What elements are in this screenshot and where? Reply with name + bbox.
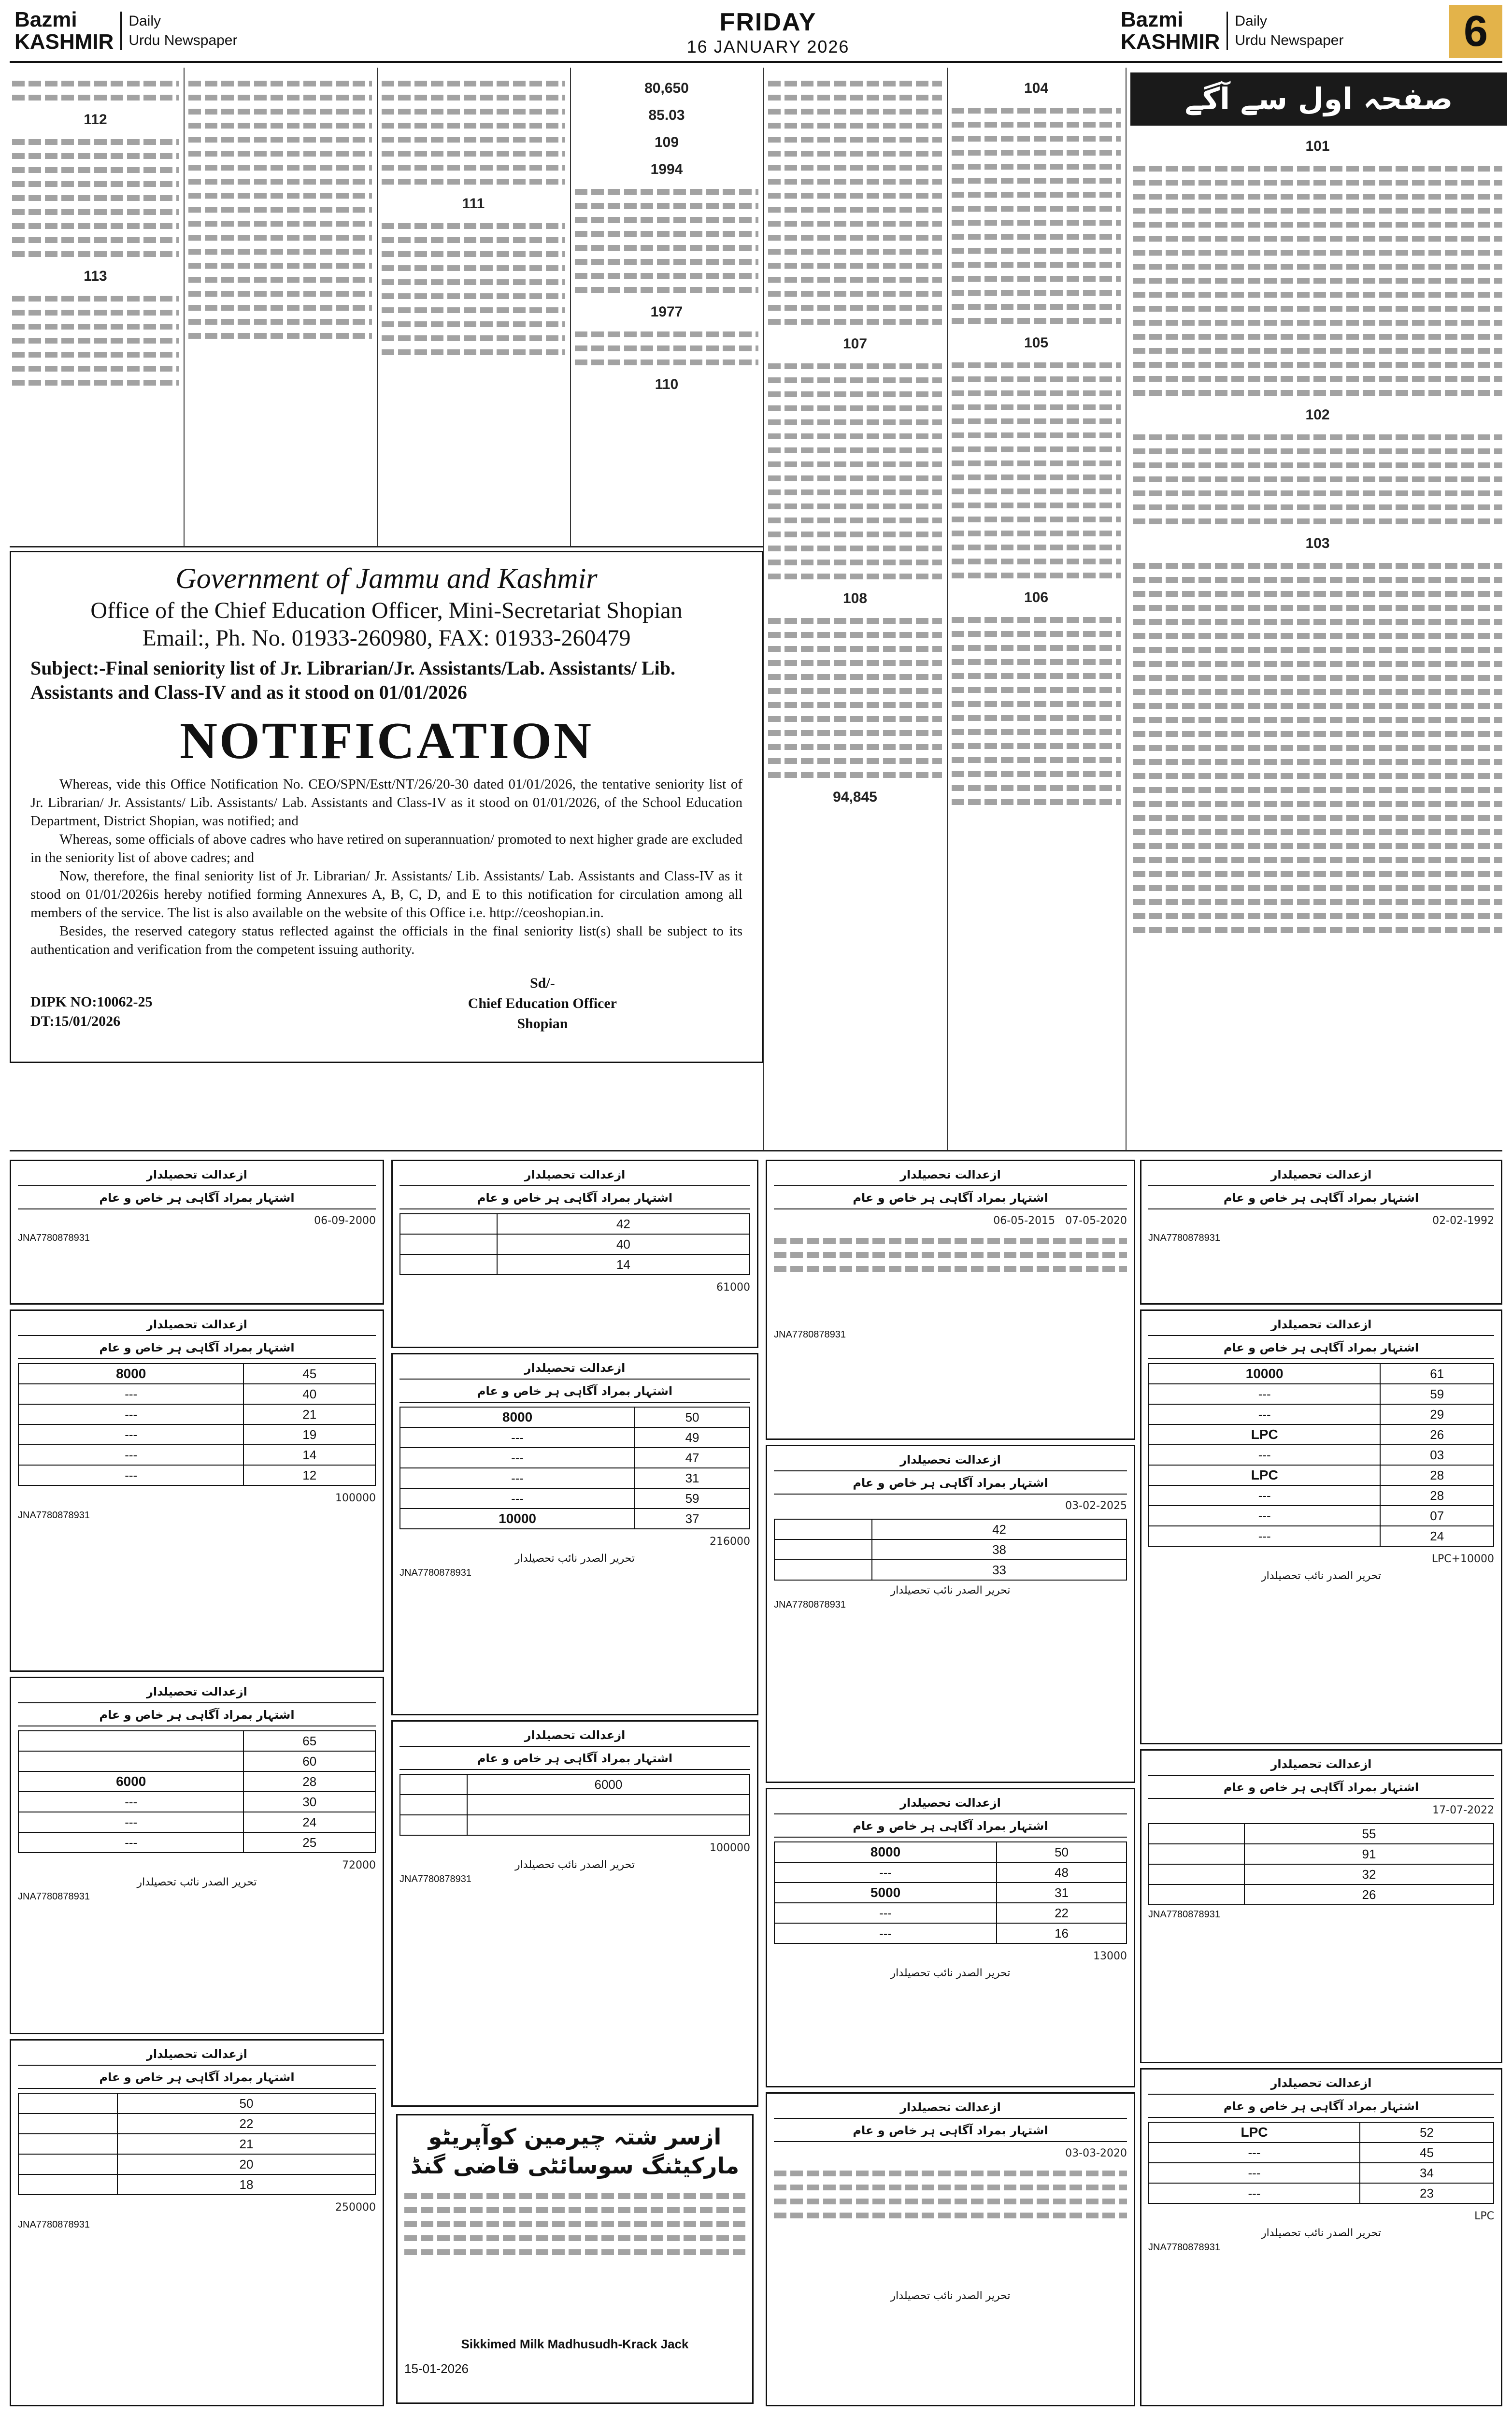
ad-proclamation: اشتہار بمراد آگاہی ہر خاص و عام bbox=[18, 2069, 376, 2089]
ad-ref: JNA7780878931 bbox=[18, 1510, 90, 1521]
age-cell: 38 bbox=[872, 1539, 1127, 1560]
income-cell: --- bbox=[18, 1384, 243, 1404]
ad-signature: تحریر الصدر نائب تحصیلدار bbox=[890, 1967, 1011, 1979]
age-cell: 59 bbox=[635, 1488, 750, 1509]
age-cell: 23 bbox=[1360, 2183, 1494, 2203]
classified-ad bbox=[766, 1445, 1135, 1783]
age-cell: 26 bbox=[1380, 1424, 1494, 1445]
heirs-table bbox=[1148, 1823, 1494, 1905]
ad-amount: LPC bbox=[1474, 2210, 1494, 2222]
age-cell bbox=[400, 1815, 467, 1835]
income-cell bbox=[467, 1795, 750, 1815]
story-number: 109 bbox=[654, 134, 679, 150]
age-cell: 50 bbox=[635, 1407, 750, 1427]
income-cell: --- bbox=[18, 1832, 243, 1853]
ad-proclamation: اشتہار بمراد آگاہی ہر خاص و عام bbox=[1148, 1189, 1494, 1209]
column-rule bbox=[184, 68, 185, 546]
age-cell bbox=[400, 1774, 467, 1795]
ad-header: ازعدالت تحصیلدار bbox=[774, 2099, 1127, 2119]
ad-header: ازعدالت تحصیلدار bbox=[18, 1683, 376, 1703]
story-column-right bbox=[1133, 130, 1502, 1145]
story-figure: 1994 bbox=[650, 161, 683, 177]
age-cell: 21 bbox=[117, 2134, 375, 2154]
notice-place: Shopian bbox=[517, 1016, 568, 1032]
ad-header: ازعدالت تحصیلدار bbox=[774, 1794, 1127, 1814]
section-banner: صفحہ اول سے آگے bbox=[1130, 72, 1507, 126]
heirs-table bbox=[774, 1841, 1127, 1944]
income-cell: 6000 bbox=[467, 1774, 750, 1795]
income-cell: --- bbox=[774, 1923, 997, 1943]
ad-ref: JNA7780878931 bbox=[18, 2219, 90, 2230]
brand-name-1: Bazmi bbox=[1121, 8, 1184, 31]
income-cell bbox=[1149, 1844, 1244, 1864]
income-cell: --- bbox=[18, 1465, 243, 1485]
ad-signature: تحریر الصدر نائب تحصیلدار bbox=[137, 1876, 257, 1888]
notice-office: Office of the Chief Education Officer, Mini-Secretariat Shopian bbox=[90, 598, 683, 623]
age-cell: 22 bbox=[117, 2114, 375, 2134]
age-cell: 24 bbox=[243, 1812, 375, 1832]
classified-ad bbox=[10, 1160, 384, 1305]
age-cell: 45 bbox=[1360, 2143, 1494, 2163]
notice-para: Whereas, vide this Office Notification No. CEO/SPN/Estt/NT/26/20-30 dated 01/01/2026, the tentative seniority list of Jr. Librarian/ Jr. Assistants/ Lib. Assistants/ Lab. Assistants and Class-IV as it stood on 01/01/2026, of the School Education Department, District Shopian, was notified; and bbox=[30, 777, 742, 829]
story-number: 105 bbox=[1024, 335, 1049, 351]
story-column bbox=[188, 72, 372, 541]
age-cell: 19 bbox=[243, 1424, 375, 1445]
heirs-table bbox=[399, 1774, 750, 1836]
age-cell: 30 bbox=[243, 1792, 375, 1812]
notice-signatory: Chief Education Officer bbox=[468, 995, 617, 1011]
ad-signature: تحریر الصدر نائب تحصیلدار bbox=[1261, 1570, 1381, 1582]
income-cell bbox=[1149, 1884, 1244, 1905]
income-cell: --- bbox=[1149, 1445, 1380, 1465]
age-cell: 40 bbox=[497, 1234, 750, 1254]
classified-ad bbox=[766, 1788, 1135, 2087]
income-cell bbox=[400, 1234, 497, 1254]
age-cell: 28 bbox=[1380, 1485, 1494, 1506]
heirs-table bbox=[1148, 2122, 1494, 2204]
section-rule bbox=[10, 546, 763, 547]
story-number: 101 bbox=[1305, 138, 1330, 154]
ad-amount: 100000 bbox=[710, 1842, 750, 1854]
ad-proclamation: اشتہار بمراد آگاہی ہر خاص و عام bbox=[774, 1817, 1127, 1838]
coop-date: 15-01-2026 bbox=[404, 2361, 469, 2376]
ad-ref: JNA7780878931 bbox=[399, 1874, 472, 1884]
classified-ad bbox=[10, 1677, 384, 2034]
ad-header: ازعدالت تحصیلدار bbox=[18, 2045, 376, 2066]
income-cell bbox=[774, 1539, 872, 1560]
ad-ref: JNA7780878931 bbox=[1148, 2242, 1221, 2253]
classified-ad bbox=[10, 2039, 384, 2406]
ad-proclamation: اشتہار بمراد آگاہی ہر خاص و عام bbox=[1148, 1779, 1494, 1799]
ad-header: ازعدالت تحصیلدار bbox=[399, 1166, 750, 1186]
income-cell: 8000 bbox=[774, 1842, 997, 1862]
ad-header: ازعدالت تحصیلدار bbox=[1148, 2074, 1494, 2095]
age-cell: 12 bbox=[243, 1465, 375, 1485]
ad-date: 06-05-2015 bbox=[993, 1215, 1056, 1227]
ad-amount: 100000 bbox=[335, 1492, 376, 1504]
notice-dt: DT:15/01/2026 bbox=[30, 1013, 121, 1029]
ad-amount: 72000 bbox=[342, 1859, 376, 1871]
ad-ref: JNA7780878931 bbox=[18, 1233, 90, 1243]
classified-ad bbox=[1140, 1749, 1502, 2063]
income-cell: --- bbox=[1149, 2143, 1360, 2163]
notice-dipk: DIPK NO:10062-25 bbox=[30, 994, 153, 1010]
income-cell: --- bbox=[1149, 2163, 1360, 2183]
classified-ad bbox=[10, 1309, 384, 1672]
age-cell: 91 bbox=[1244, 1844, 1494, 1864]
heirs-table bbox=[399, 1213, 750, 1275]
column-rule bbox=[947, 68, 948, 1150]
brand-name-1: Bazmi bbox=[14, 8, 77, 31]
income-cell: LPC bbox=[1149, 1465, 1380, 1485]
income-cell: 6000 bbox=[18, 1771, 243, 1792]
income-cell bbox=[18, 1731, 243, 1751]
ad-proclamation: اشتہار بمراد آگاہی ہر خاص و عام bbox=[774, 1189, 1127, 1209]
age-cell: 18 bbox=[117, 2174, 375, 2195]
age-cell: 50 bbox=[997, 1842, 1127, 1862]
income-cell bbox=[18, 2134, 117, 2154]
story-number: 103 bbox=[1305, 535, 1330, 551]
ad-signature: تحریر الصدر نائب تحصیلدار bbox=[515, 1553, 635, 1565]
ad-proclamation: اشتہار بمراد آگاہی ہر خاص و عام bbox=[399, 1189, 750, 1209]
income-cell bbox=[18, 2174, 117, 2195]
classified-ad bbox=[766, 1160, 1135, 1440]
ad-header: ازعدالت تحصیلدار bbox=[399, 1726, 750, 1747]
age-cell: 03 bbox=[1380, 1445, 1494, 1465]
ad-header: ازعدالت تحصیلدار bbox=[18, 1166, 376, 1186]
ad-signature: تحریر الصدر نائب تحصیلدار bbox=[1261, 2227, 1381, 2239]
masthead bbox=[10, 5, 1502, 63]
income-cell bbox=[18, 2154, 117, 2174]
heirs-table bbox=[18, 1730, 376, 1853]
age-cell: 16 bbox=[997, 1923, 1127, 1943]
brand-name-2: KASHMIR bbox=[14, 30, 114, 54]
income-cell bbox=[467, 1815, 750, 1835]
ad-date: 06-09-2000 bbox=[314, 1215, 376, 1227]
page-number: 6 bbox=[1449, 5, 1502, 58]
income-cell: --- bbox=[18, 1404, 243, 1424]
notice-sd: Sd/- bbox=[530, 975, 555, 991]
ad-amount: 216000 bbox=[710, 1536, 750, 1548]
ad-date: 07-05-2020 bbox=[1065, 1215, 1127, 1227]
ad-ref: JNA7780878931 bbox=[774, 1329, 846, 1340]
income-cell bbox=[18, 2093, 117, 2114]
cooperative-notice bbox=[396, 2114, 754, 2404]
ad-body bbox=[774, 1497, 1127, 1515]
story-number: 112 bbox=[84, 112, 107, 128]
heirs-table bbox=[774, 1519, 1127, 1581]
story-number: 113 bbox=[84, 268, 107, 284]
age-cell: 61 bbox=[1380, 1364, 1494, 1384]
income-cell bbox=[400, 1254, 497, 1275]
income-cell: LPC bbox=[1149, 2122, 1360, 2143]
income-cell: --- bbox=[774, 1903, 997, 1923]
income-cell: --- bbox=[400, 1427, 635, 1448]
coop-line: Sikkimed Milk Madhusudh-Krack Jack bbox=[461, 2337, 689, 2351]
ad-body bbox=[774, 1212, 1127, 1230]
coop-header: ازسر شتہ چیرمین کوآپریٹو مارکیٹنگ سوسائٹی قاضی گنڈ bbox=[410, 2124, 740, 2179]
ad-header: ازعدالت تحصیلدار bbox=[399, 1359, 750, 1380]
brand-right bbox=[1121, 9, 1343, 53]
ad-proclamation: اشتہار بمراد آگاہی ہر خاص و عام bbox=[1148, 2098, 1494, 2118]
income-cell: --- bbox=[1149, 1526, 1380, 1546]
ad-proclamation: اشتہار بمراد آگاہی ہر خاص و عام bbox=[18, 1706, 376, 1726]
age-cell: 45 bbox=[243, 1364, 375, 1384]
story-figure: 94,845 bbox=[833, 789, 877, 805]
age-cell: 34 bbox=[1360, 2163, 1494, 2183]
story-number: 107 bbox=[842, 336, 868, 352]
ad-proclamation: اشتہار بمراد آگاہی ہر خاص و عام bbox=[18, 1339, 376, 1359]
age-cell: 32 bbox=[1244, 1864, 1494, 1884]
ad-header: ازعدالت تحصیلدار bbox=[774, 1451, 1127, 1471]
issue-date: 16 JANUARY 2026 bbox=[686, 37, 850, 57]
income-cell bbox=[18, 1751, 243, 1771]
story-column bbox=[952, 72, 1121, 1145]
income-cell: --- bbox=[1149, 1384, 1380, 1404]
story-figure: 80,650 bbox=[644, 80, 689, 96]
section-rule bbox=[10, 1150, 1502, 1151]
age-cell: 26 bbox=[1244, 1884, 1494, 1905]
income-cell: --- bbox=[18, 1792, 243, 1812]
story-figure: 85.03 bbox=[648, 107, 685, 123]
ad-ref: JNA7780878931 bbox=[399, 1568, 472, 1578]
age-cell: 28 bbox=[1380, 1465, 1494, 1485]
income-cell bbox=[774, 1560, 872, 1580]
age-cell: 28 bbox=[243, 1771, 375, 1792]
ad-ref: JNA7780878931 bbox=[774, 1599, 846, 1610]
age-cell: 59 bbox=[1380, 1384, 1494, 1404]
heirs-table bbox=[18, 1363, 376, 1486]
income-cell: 5000 bbox=[774, 1883, 997, 1903]
ad-proclamation: اشتہار بمراد آگاہی ہر خاص و عام bbox=[1148, 1339, 1494, 1359]
story-number: 102 bbox=[1305, 407, 1330, 423]
age-cell: 07 bbox=[1380, 1506, 1494, 1526]
age-cell: 24 bbox=[1380, 1526, 1494, 1546]
ad-proclamation: اشتہار بمراد آگاہی ہر خاص و عام bbox=[18, 1189, 376, 1209]
column-rule bbox=[1126, 68, 1127, 1150]
age-cell: 52 bbox=[1360, 2122, 1494, 2143]
age-cell: 42 bbox=[497, 1214, 750, 1234]
income-cell bbox=[1149, 1824, 1244, 1844]
age-cell: 37 bbox=[635, 1509, 750, 1529]
story-number: 110 bbox=[655, 376, 679, 392]
classified-ad bbox=[391, 1353, 758, 1715]
age-cell: 48 bbox=[997, 1862, 1127, 1883]
notice-para: Whereas, some officials of above cadres who have retired on superannuation/ promoted to next higher grade are excluded in the seniority list of above cadres; and bbox=[30, 832, 742, 865]
age-cell: 49 bbox=[635, 1427, 750, 1448]
income-cell: --- bbox=[400, 1468, 635, 1488]
ad-ref: JNA7780878931 bbox=[1148, 1909, 1221, 1920]
age-cell: 22 bbox=[997, 1903, 1127, 1923]
age-cell: 33 bbox=[872, 1560, 1127, 1580]
age-cell: 20 bbox=[117, 2154, 375, 2174]
income-cell: 10000 bbox=[400, 1509, 635, 1529]
ad-body bbox=[774, 2145, 1127, 2162]
ad-proclamation: اشتہار بمراد آگاہی ہر خاص و عام bbox=[399, 1750, 750, 1770]
ad-body bbox=[1148, 1802, 1494, 1819]
income-cell: --- bbox=[18, 1445, 243, 1465]
story-number: 111 bbox=[462, 196, 485, 212]
ad-proclamation: اشتہار بمراد آگاہی ہر خاص و عام bbox=[399, 1382, 750, 1403]
income-cell: --- bbox=[774, 1862, 997, 1883]
income-cell: --- bbox=[400, 1448, 635, 1468]
heirs-table bbox=[1148, 1363, 1494, 1547]
ad-date: 17-07-2022 bbox=[1432, 1804, 1494, 1816]
income-cell: 10000 bbox=[1149, 1364, 1380, 1384]
issue-day: FRIDAY bbox=[719, 8, 817, 36]
ad-date: 03-02-2025 bbox=[1065, 1500, 1127, 1512]
income-cell: 8000 bbox=[400, 1407, 635, 1427]
ad-ref: JNA7780878931 bbox=[1148, 1233, 1221, 1243]
story-number: 108 bbox=[842, 590, 868, 606]
notice-government: Government of Jammu and Kashmir bbox=[175, 562, 598, 594]
age-cell: 60 bbox=[243, 1751, 375, 1771]
ad-header: ازعدالت تحصیلدار bbox=[1148, 1755, 1494, 1776]
classified-ad bbox=[1140, 2068, 1502, 2406]
age-cell: 31 bbox=[997, 1883, 1127, 1903]
notice-para: Besides, the reserved category status reflected against the officials in the final seniority list(s) shall be subject to its authentication and verification from the competent issuing authority. bbox=[30, 923, 742, 957]
income-cell: --- bbox=[18, 1424, 243, 1445]
classified-ad bbox=[1140, 1160, 1502, 1305]
story-column bbox=[382, 72, 565, 541]
ad-date: 03-03-2020 bbox=[1065, 2147, 1127, 2159]
column-rule bbox=[377, 68, 378, 546]
income-cell: --- bbox=[18, 1812, 243, 1832]
brand-sub-1: Daily bbox=[1235, 13, 1268, 29]
ad-ref: JNA7780878931 bbox=[18, 1891, 90, 1902]
brand-sub-2: Urdu Newspaper bbox=[128, 32, 238, 48]
income-cell: --- bbox=[1149, 1485, 1380, 1506]
notice-title: NOTIFICATION bbox=[179, 712, 594, 770]
age-cell bbox=[400, 1795, 467, 1815]
ad-body bbox=[1148, 1212, 1494, 1230]
story-number: 104 bbox=[1024, 80, 1049, 96]
ad-signature: تحریر الصدر نائب تحصیلدار bbox=[890, 1584, 1011, 1596]
column-rule bbox=[763, 68, 764, 1150]
ad-amount: 250000 bbox=[335, 2201, 376, 2214]
income-cell: --- bbox=[1149, 2183, 1360, 2203]
age-cell: 55 bbox=[1244, 1824, 1494, 1844]
story-figure: 1977 bbox=[650, 304, 683, 320]
notice-para: Now, therefore, the final seniority list of Jr. Librarian/ Jr. Assistants/ Lib. Assistants/ Lab. Assistants and Class-IV as it stood on 01/01/2026is hereby notified forming Annexures A, B, C, D, and E to this notification for circulation among all members of the service. The list is also available on the website of this Office i.e. http://ceoshopian.in. bbox=[30, 868, 742, 920]
ad-header: ازعدالت تحصیلدار bbox=[1148, 1316, 1494, 1336]
ad-date: 02-02-1992 bbox=[1432, 1215, 1494, 1227]
income-cell bbox=[400, 1214, 497, 1234]
age-cell: 50 bbox=[117, 2093, 375, 2114]
heirs-table bbox=[399, 1407, 750, 1529]
notice-contact: Email:, Ph. No. 01933-260980, FAX: 01933-260479 bbox=[142, 625, 631, 651]
heirs-table bbox=[18, 2093, 376, 2195]
income-cell: 8000 bbox=[18, 1364, 243, 1384]
ad-signature: تحریر الصدر نائب تحصیلدار bbox=[890, 2290, 1011, 2302]
ad-proclamation: اشتہار بمراد آگاہی ہر خاص و عام bbox=[774, 2122, 1127, 2142]
age-cell: 25 bbox=[243, 1832, 375, 1853]
income-cell: LPC bbox=[1149, 1424, 1380, 1445]
story-column-left bbox=[12, 72, 179, 541]
ad-proclamation: اشتہار بمراد آگاہی ہر خاص و عام bbox=[774, 1474, 1127, 1495]
income-cell bbox=[774, 1519, 872, 1539]
age-cell: 31 bbox=[635, 1468, 750, 1488]
income-cell: --- bbox=[1149, 1506, 1380, 1526]
ad-amount: LPC+10000 bbox=[1431, 1553, 1494, 1565]
ad-signature: تحریر الصدر نائب تحصیلدار bbox=[515, 1859, 635, 1871]
story-column bbox=[575, 72, 758, 541]
ad-amount: 13000 bbox=[1093, 1950, 1127, 1962]
age-cell: 65 bbox=[243, 1731, 375, 1751]
classified-ad bbox=[391, 1160, 758, 1348]
notice-subject: Subject:-Final seniority list of Jr. Librarian/Jr. Assistants/Lab. Assistants/ Lib. Assistants and Class-IV and as it stood on 01/01/2026 bbox=[30, 657, 675, 703]
ad-header: ازعدالت تحصیلدار bbox=[774, 1166, 1127, 1186]
age-cell: 21 bbox=[243, 1404, 375, 1424]
ad-header: ازعدالت تحصیلدار bbox=[1148, 1166, 1494, 1186]
brand-sub-1: Daily bbox=[128, 13, 161, 29]
brand-sub-2: Urdu Newspaper bbox=[1235, 32, 1344, 48]
brand-left bbox=[14, 9, 237, 53]
story-column bbox=[768, 72, 942, 1145]
age-cell: 29 bbox=[1380, 1404, 1494, 1424]
government-notification bbox=[10, 551, 763, 1063]
ad-amount: 61000 bbox=[716, 1281, 750, 1294]
dateline bbox=[613, 8, 923, 57]
age-cell: 40 bbox=[243, 1384, 375, 1404]
age-cell: 14 bbox=[497, 1254, 750, 1275]
income-cell: --- bbox=[1149, 1404, 1380, 1424]
brand-name-2: KASHMIR bbox=[1121, 30, 1220, 54]
age-cell: 14 bbox=[243, 1445, 375, 1465]
column-rule bbox=[570, 68, 571, 546]
income-cell bbox=[1149, 1864, 1244, 1884]
ad-header: ازعدالت تحصیلدار bbox=[18, 1316, 376, 1336]
age-cell: 42 bbox=[872, 1519, 1127, 1539]
income-cell bbox=[18, 2114, 117, 2134]
story-number: 106 bbox=[1024, 590, 1049, 605]
ad-body bbox=[18, 1212, 376, 1230]
classified-ad bbox=[391, 1720, 758, 2107]
classified-ad bbox=[1140, 1309, 1502, 1744]
age-cell: 47 bbox=[635, 1448, 750, 1468]
classified-ad bbox=[766, 2092, 1135, 2406]
income-cell: --- bbox=[400, 1488, 635, 1509]
